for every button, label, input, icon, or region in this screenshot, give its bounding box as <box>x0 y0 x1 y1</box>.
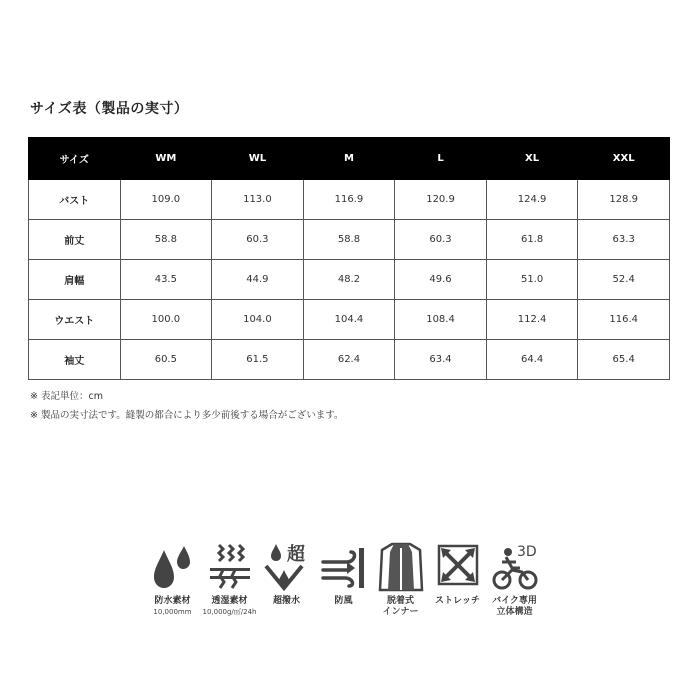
column-header: M <box>303 138 395 180</box>
windproof-icon <box>319 540 369 594</box>
feature-bike-3d <box>486 540 543 617</box>
feature-label: 防水素材 <box>154 596 191 606</box>
table-cell: 65.4 <box>578 340 670 380</box>
table-row <box>29 260 670 300</box>
table-cell: 61.5 <box>212 340 304 380</box>
table-cell: 108.4 <box>395 300 487 340</box>
feature-sublabel: 10,000mm <box>153 608 192 616</box>
table-cell: 60.3 <box>395 220 487 260</box>
table-cell: 63.3 <box>578 220 670 260</box>
feature-sublabel: 10,000g/㎡/24h <box>202 608 257 616</box>
table-cell: 124.9 <box>486 180 578 220</box>
table-cell: 43.5 <box>120 260 212 300</box>
table-cell: 62.4 <box>303 340 395 380</box>
table-cell: 116.9 <box>303 180 395 220</box>
table-cell: 48.2 <box>303 260 395 300</box>
column-header: XXL <box>578 138 670 180</box>
table-cell: 51.0 <box>486 260 578 300</box>
feature-super-water-repellent <box>258 540 315 617</box>
column-header: XL <box>486 138 578 180</box>
table-cell: 49.6 <box>395 260 487 300</box>
size-table <box>28 137 670 380</box>
feature-icons <box>144 540 544 617</box>
table-row <box>29 300 670 340</box>
table-cell: 113.0 <box>212 180 304 220</box>
table-row <box>29 340 670 380</box>
feature-windproof <box>315 540 372 617</box>
table-cell: 104.4 <box>303 300 395 340</box>
table-row <box>29 220 670 260</box>
feature-label: 脱着式 <box>386 596 414 606</box>
feature-label: 防風 <box>334 596 353 606</box>
super-water-repellent-icon <box>262 540 312 594</box>
feature-label: ストレッチ <box>435 596 480 606</box>
row-label: バスト <box>29 180 121 220</box>
table-cell: 128.9 <box>578 180 670 220</box>
feature-label: 透湿素材 <box>211 596 248 606</box>
note-disclaimer: ※ 製品の実寸法です。縫製の都合により多少前後する場合がございます。 <box>30 410 344 421</box>
table-cell: 61.8 <box>486 220 578 260</box>
note-unit: ※ 表記単位：cm <box>30 391 103 402</box>
3d-mark: 3D <box>516 544 537 560</box>
table-cell: 100.0 <box>120 300 212 340</box>
feature-waterproof <box>144 540 201 617</box>
table-cell: 52.4 <box>578 260 670 300</box>
size-chart-title: サイズ表（製品の実寸） <box>30 101 189 117</box>
table-cell: 58.8 <box>120 220 212 260</box>
removable-inner-icon <box>376 540 426 594</box>
row-label: 肩幅 <box>29 260 121 300</box>
feature-breathable <box>201 540 258 617</box>
notes <box>30 387 343 425</box>
table-header-row <box>29 138 670 180</box>
row-label: ウエスト <box>29 300 121 340</box>
row-label: 前丈 <box>29 220 121 260</box>
bike-3d-icon <box>490 540 540 594</box>
table-row <box>29 180 670 220</box>
super-mark: 超 <box>286 544 305 565</box>
table-cell: 112.4 <box>486 300 578 340</box>
waterproof-icon <box>148 540 198 594</box>
table-cell: 60.5 <box>120 340 212 380</box>
table-cell: 64.4 <box>486 340 578 380</box>
stretch-icon <box>433 540 483 594</box>
feature-sublabel: インナー <box>382 607 419 617</box>
column-header: L <box>395 138 487 180</box>
feature-label: バイク専用 <box>492 596 537 606</box>
breathable-icon <box>205 540 255 594</box>
column-header: WM <box>120 138 212 180</box>
corner-header: サイズ <box>29 138 121 180</box>
feature-removable-inner <box>372 540 429 617</box>
feature-sublabel: 立体構造 <box>496 607 533 617</box>
table-cell: 63.4 <box>395 340 487 380</box>
table-cell: 58.8 <box>303 220 395 260</box>
row-label: 袖丈 <box>29 340 121 380</box>
table-cell: 60.3 <box>212 220 304 260</box>
feature-stretch <box>429 540 486 617</box>
table-cell: 109.0 <box>120 180 212 220</box>
feature-label: 超撥水 <box>272 596 300 606</box>
table-cell: 116.4 <box>578 300 670 340</box>
table-cell: 44.9 <box>212 260 304 300</box>
table-cell: 104.0 <box>212 300 304 340</box>
table-cell: 120.9 <box>395 180 487 220</box>
column-header: WL <box>212 138 304 180</box>
